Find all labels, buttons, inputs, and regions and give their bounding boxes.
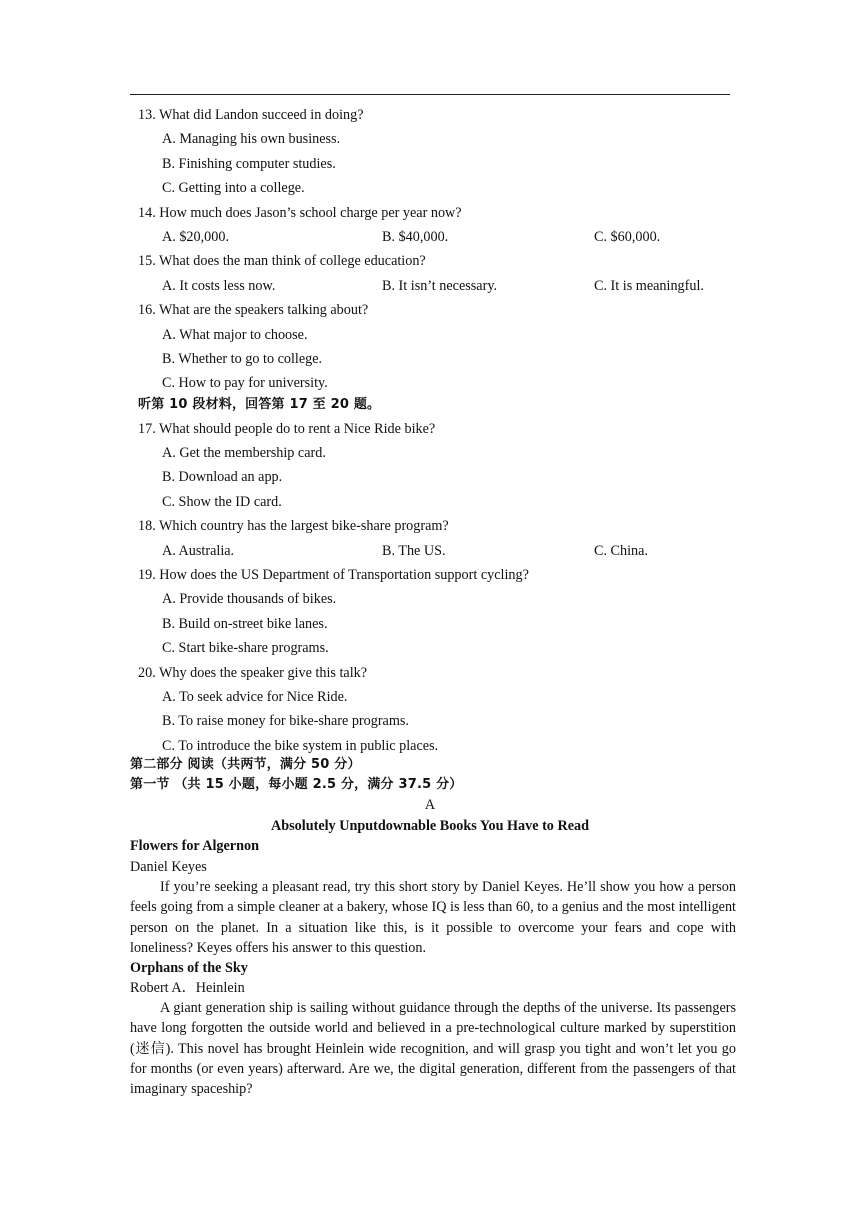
question-17-option-a: A. Get the membership card. [162, 445, 326, 461]
section1-heading: 第一节 （共 15 小题，每小题 2.5 分，满分 37.5 分） [130, 777, 463, 792]
question-19-stem: 19. How does the US Department of Transportation support cycling? [138, 567, 529, 583]
book-2-description: A giant generation ship is sailing without guidance through the depths of the universe. Its passengers have long forgotten the outside world and believed in a pre-technological culture marked by superstition (迷信). This novel has brought Heinlein wide recognition, and will grasp you tight and won’t let you go for months (or even years) afterward. Are we, the digital generation, different from the passengers of that imaginary spaceship? [130, 1000, 736, 1098]
question-15-option-c: C. It is meaningful. [594, 278, 704, 294]
question-15-stem: 15. What does the man think of college education? [138, 253, 426, 269]
question-18-option-b: B. The US. [382, 543, 446, 559]
question-14-stem: 14. How much does Jason’s school charge per year now? [138, 205, 462, 221]
question-14-option-a: A. $20,000. [162, 229, 229, 245]
question-13-option-c: C. Getting into a college. [162, 180, 305, 196]
question-17-option-c: C. Show the ID card. [162, 494, 282, 510]
question-18-option-a: A. Australia. [162, 543, 235, 559]
book-2-author: Robert A．Heinlein [130, 980, 245, 996]
question-14-option-b: B. $40,000. [382, 229, 449, 245]
question-16-option-a: A. What major to choose. [162, 327, 308, 343]
part2-heading: 第二部分 阅读（共两节，满分 50 分） [130, 757, 361, 772]
passage-title: Absolutely Unputdownable Books You Have to Read [271, 818, 589, 834]
question-17-option-b: B. Download an app. [162, 469, 283, 485]
listening-instruction: 听第 10 段材料，回答第 17 至 20 题。 [138, 397, 381, 412]
question-18-stem: 18. Which country has the largest bike-share program? [138, 518, 449, 534]
book-1-title: Flowers for Algernon [130, 838, 259, 854]
question-16-option-b: B. Whether to go to college. [162, 351, 323, 367]
question-13-option-a: A. Managing his own business. [162, 131, 341, 147]
question-15-option-b: B. It isn’t necessary. [382, 278, 498, 294]
question-14-option-c: C. $60,000. [594, 229, 661, 245]
question-16-stem: 16. What are the speakers talking about? [138, 302, 369, 318]
question-20-option-b: B. To raise money for bike-share programs. [162, 713, 409, 729]
question-19-option-c: C. Start bike-share programs. [162, 640, 329, 656]
book-1-author: Daniel Keyes [130, 859, 207, 875]
question-20-option-a: A. To seek advice for Nice Ride. [162, 689, 348, 705]
header-rule [130, 94, 730, 95]
question-17-stem: 17. What should people do to rent a Nice Ride bike? [138, 421, 436, 437]
question-20-stem: 20. Why does the speaker give this talk? [138, 665, 368, 681]
question-15-option-a: A. It costs less now. [162, 278, 276, 294]
question-20-option-c: C. To introduce the bike system in public places. [162, 738, 439, 754]
question-16-option-c: C. How to pay for university. [162, 375, 328, 391]
question-18-option-c: C. China. [594, 543, 648, 559]
book-1-description: If you’re seeking a pleasant read, try this short story by Daniel Keyes. He’ll show you how a person feels going from a simple cleaner at a bakery, whose IQ is less than 60, to a genius and the most intelligent person on the planet. In a situation like this, is it possible to overcome your fears and cope with loneliness? Keyes offers his answer to this question. [130, 879, 736, 956]
question-13-option-b: B. Finishing computer studies. [162, 156, 336, 172]
question-19-option-b: B. Build on-street bike lanes. [162, 616, 328, 632]
book-2-title: Orphans of the Sky [130, 960, 248, 976]
passage-letter: A [424, 797, 436, 813]
question-13-stem: 13. What did Landon succeed in doing? [138, 107, 364, 123]
question-19-option-a: A. Provide thousands of bikes. [162, 591, 337, 607]
